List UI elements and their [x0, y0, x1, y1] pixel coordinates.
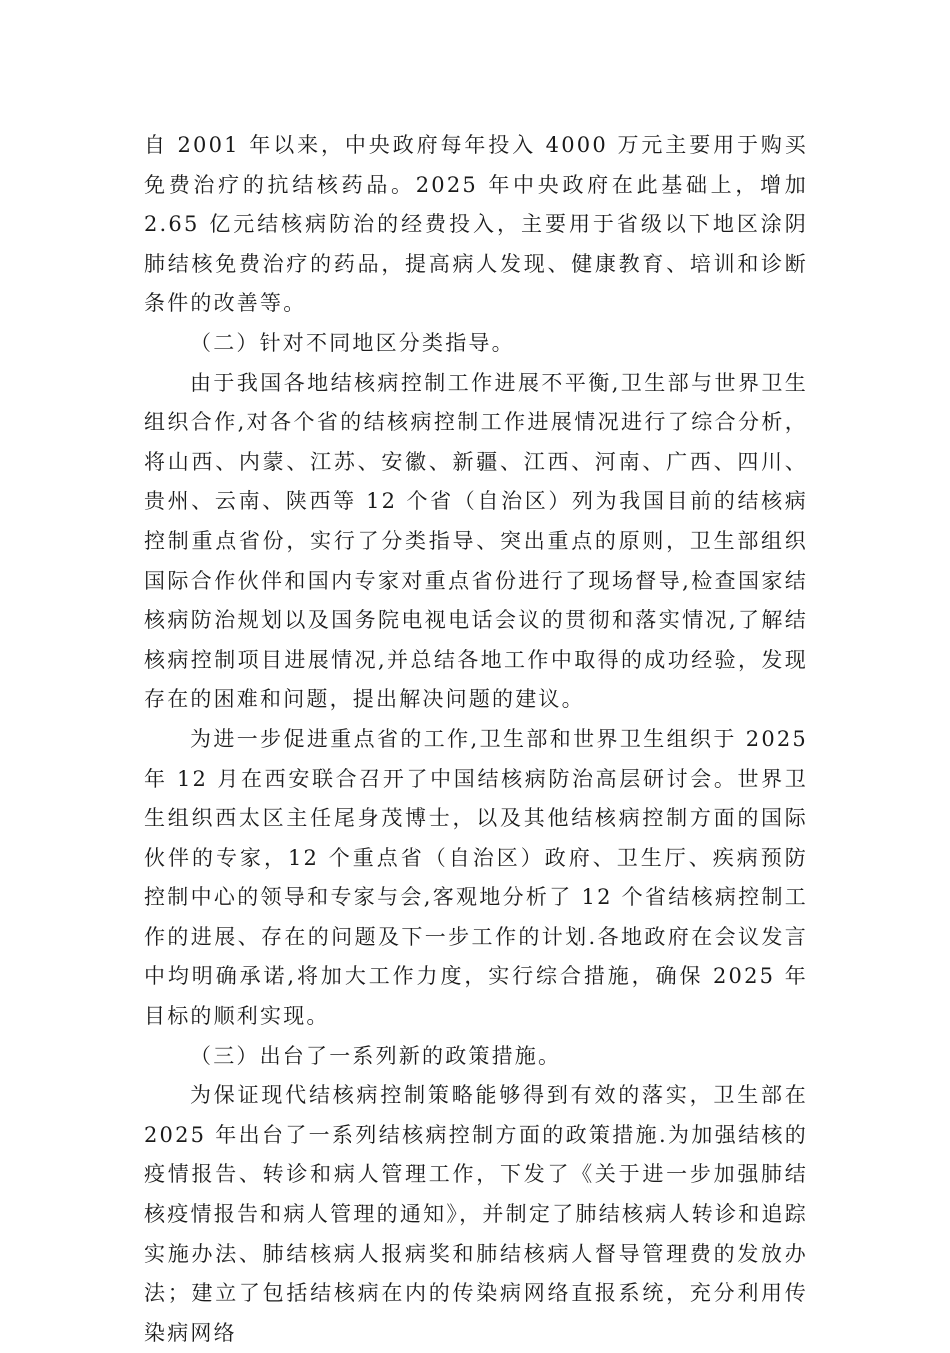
section-heading-3: （三）出台了一系列新的政策措施。 — [190, 1043, 562, 1068]
paragraph-funding: 自 2001 年以来，中央政府每年投入 4000 万元主要用于购买免费治疗的抗结核药品。2025 年中央政府在此基础上，增加 2.65 亿元结核病防治的经费投入，主要用于省级以下地区涂阴肺结核免费治疗的药品，提高病人发现、健康教育、培训和诊断条件的改善等。 — [144, 133, 808, 316]
paragraph-regional-guidance: 由于我国各地结核病控制工作进展不平衡,卫生部与世界卫生组织合作,对各个省的结核病控制工作进展情况进行了综合分析，将山西、内蒙、江苏、安徽、新疆、江西、河南、广西、四川、贵州、云南、陕西等 12 个省（自治区）列为我国目前的结核病控制重点省份，实行了分类指导、突出重点的原则，卫生部组织国际合作伙伴和国内专家对重点省份进行了现场督导,检查国家结核病防治规划以及国务院电视电话会议的贯彻和落实情况,了解结核病控制项目进展情况,并总结各地工作中取得的成功经验，发现存在的困难和问题，提出解决问题的建议。 — [144, 370, 808, 712]
paragraph-xian-seminar: 为进一步促进重点省的工作,卫生部和世界卫生组织于 2025 年 12 月在西安联合召开了中国结核病防治高层研讨会。世界卫生组织西太区主任尾身茂博士，以及其他结核病控制方面的国际伙伴的专家，12 个重点省（自治区）政府、卫生厅、疾病预防控制中心的领导和专家与会,客观地分析了 12 个省结核病控制工作的进展、存在的问题及下一步工作的计划.各地政府在会议发言中均明确承诺,将加大工作力度，实行综合措施，确保 2025 年目标的顺利实现。 — [144, 726, 808, 1029]
paragraph-policy-measures: 为保证现代结核病控制策略能够得到有效的落实，卫生部在 2025 年出台了一系列结核病控制方面的政策措施.为加强结核的疫情报告、转诊和病人管理工作，下发了《关于进一步加强肺结核疫情报告和病人管理的通知》，并制定了肺结核病人转诊和追踪实施办法、肺结核病人报病奖和肺结核病人督导管理费的发放办法；建立了包括结核病在内的传染病网络直报系统，充分利用传染病网络 — [144, 1083, 808, 1345]
section-heading-2: （二）针对不同地区分类指导。 — [190, 330, 515, 355]
document-body — [144, 126, 808, 1353]
